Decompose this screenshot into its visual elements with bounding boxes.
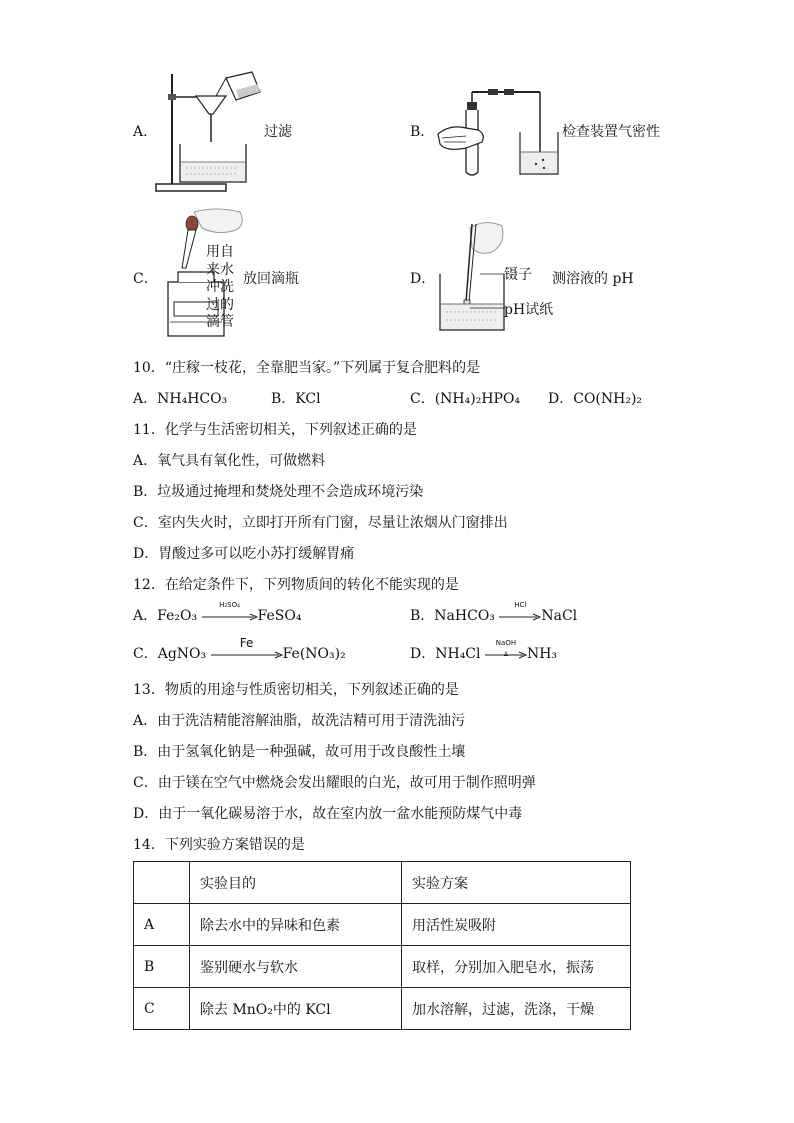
q12-option-b: B．NaHCO₃ HCl NaCl: [410, 601, 578, 624]
table-cell-plan: 取样，分别加入肥皂水，振荡: [402, 946, 631, 988]
q12-option-c: C．AgNO₃ Fe Fe(NO₃)₂: [133, 636, 346, 662]
table-row: [134, 988, 631, 1030]
reaction-arrow-icon: [499, 612, 541, 622]
option-b-label: 检查装置气密性: [562, 124, 660, 140]
option-a-label: 过滤: [264, 124, 292, 140]
q11-option-b: B．垃圾通过掩埋和焚烧处理不会造成环境污染: [133, 484, 424, 500]
q10-option-c: C．(NH₄)₂HPO₄: [410, 391, 521, 407]
q12-d-condition: NaOH: [495, 639, 517, 647]
dropper-side-note: 用自来水冲洗过的滴管: [206, 244, 234, 330]
reaction-arrow-icon: [202, 612, 258, 622]
q12-option-d: D．NH₄Cl NaOH Δ NH₃: [410, 639, 558, 662]
table-cell-purpose: 鉴别硬水与软水: [190, 946, 402, 988]
q14-stem: 14．下列实验方案错误的是: [133, 837, 305, 853]
table-header-row: [134, 862, 631, 904]
option-d-label: 测溶液的 pH: [552, 271, 634, 287]
q13-option-c: C．由于镁在空气中燃烧会发出耀眼的白光，故可用于制作照明弹: [133, 775, 536, 791]
q13-option-a: A．由于洗洁精能溶解油脂，故洗洁精可用于清洗油污: [133, 713, 466, 729]
q12-c-condition: Fe: [239, 636, 254, 650]
table-header-cell: [134, 862, 190, 904]
table-row: [134, 904, 631, 946]
q13-option-d: D．由于一氧化碳易溶于水，故在室内放一盆水能预防煤气中毒: [133, 806, 523, 822]
table-cell-plan: 加水溶解，过滤，洗涤，干燥: [402, 988, 631, 1030]
q12-a-condition: H₂SO₄: [219, 601, 240, 609]
q10-stem: 10．“庄稼一枝花，全靠肥当家。”下列属于复合肥料的是: [133, 360, 481, 376]
q10-option-d: D．CO(NH₂)₂: [548, 391, 643, 407]
option-c-letter: C．: [133, 271, 158, 287]
option-a-letter: A．: [133, 124, 158, 140]
experiment-table: [133, 861, 631, 1030]
table-header-cell: 实验目的: [190, 862, 402, 904]
q12-b-condition: HCl: [514, 601, 527, 609]
option-d-letter: D．: [410, 271, 436, 287]
table-cell-purpose: 除去 MnO₂中的 KCl: [190, 988, 402, 1030]
option-c-label: 放回滴瓶: [243, 271, 299, 287]
q11-option-d: D．胃酸过多可以吃小苏打缓解胃痛: [133, 546, 355, 562]
q11-option-c: C．室内失火时，立即打开所有门窗，尽量让浓烟从门窗排出: [133, 515, 508, 531]
table-header-cell: 实验方案: [402, 862, 631, 904]
q11-option-a: A．氧气具有氧化性，可做燃料: [133, 453, 326, 469]
q12-option-a: A．Fe₂O₃ H₂SO₄ FeSO₄: [133, 601, 302, 624]
table-cell-key: C: [134, 988, 190, 1030]
ph-paper-label: pH试纸: [504, 302, 554, 318]
q10-option-b: B．KCl: [271, 391, 321, 407]
q13-option-b: B．由于氢氧化钠是一种强碱，故可用于改良酸性土壤: [133, 744, 466, 760]
q11-stem: 11．化学与生活密切相关，下列叙述正确的是: [133, 422, 417, 438]
q10-option-a: A．NH₄HCO₃: [133, 391, 228, 407]
option-b-letter: B．: [410, 124, 435, 140]
reaction-arrow-icon: [211, 650, 283, 660]
table-cell-purpose: 除去水中的异味和色素: [190, 904, 402, 946]
ph-test-figure: [436, 218, 506, 334]
table-row: [134, 946, 631, 988]
filtration-apparatus-figure: [150, 70, 265, 195]
tweezers-label: 镊子: [504, 267, 532, 283]
airtightness-apparatus-figure: [432, 84, 562, 180]
table-cell-key: B: [134, 946, 190, 988]
q12-stem: 12．在给定条件下，下列物质间的转化不能实现的是: [133, 577, 459, 593]
q13-stem: 13．物质的用途与性质密切相关，下列叙述正确的是: [133, 682, 459, 698]
q12-d-heat-symbol: Δ: [503, 651, 508, 658]
table-cell-key: A: [134, 904, 190, 946]
table-cell-plan: 用活性炭吸附: [402, 904, 631, 946]
